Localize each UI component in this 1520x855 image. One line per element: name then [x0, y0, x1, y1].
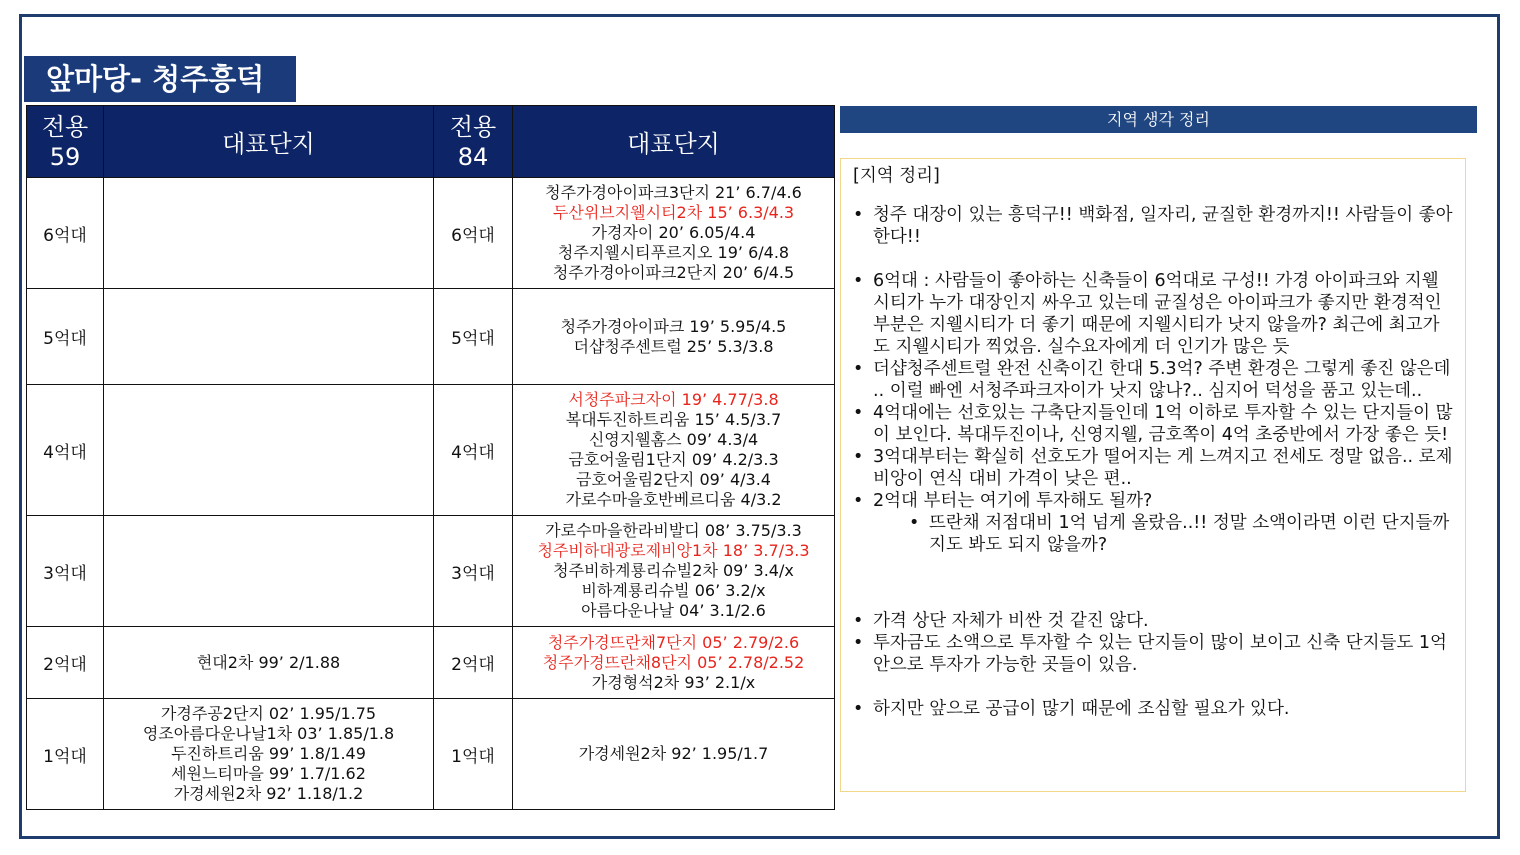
bullet-icon: •: [853, 611, 864, 631]
bullet-icon: •: [853, 271, 864, 291]
price-tier-84: 3억대: [434, 516, 513, 627]
complex-entry: 비하계룡리슈빌 06’ 3.2/x: [581, 581, 766, 600]
table-header-row: [27, 106, 835, 178]
complex-list-59: [104, 516, 434, 627]
note-item: [853, 610, 1453, 632]
table-row: [27, 385, 835, 516]
price-tier-84: 5억대: [434, 289, 513, 385]
complex-entry: 아름다운나날 04’ 3.1/2.6: [581, 601, 766, 620]
complex-entry: 청주가경아이파크3단지 21’ 6.7/4.6: [545, 183, 802, 202]
complex-list-59: [104, 385, 434, 516]
table-row: [27, 516, 835, 627]
table-row: [27, 178, 835, 289]
page-title: 앞마당- 청주흥덕: [24, 56, 296, 102]
note-item: [853, 632, 1453, 676]
header-rep-complex-84: 대표단지: [513, 106, 835, 178]
complex-entry: 가경자이 20’ 6.05/4.4: [591, 223, 756, 242]
complex-entry: 가경형석2차 93’ 2.1/x: [591, 672, 756, 692]
price-tier-84: 2억대: [434, 627, 513, 699]
complex-entry: 청주가경뜨란채8단지 05’ 2.78/2.52: [542, 652, 805, 672]
note-item: [853, 402, 1453, 446]
complex-entry: 가경세원2차 92’ 1.95/1.7: [578, 744, 769, 763]
note-item: [853, 270, 1453, 358]
note-text: 하지만 앞으로 공급이 많기 때문에 조심할 필요가 있다.: [873, 699, 1290, 719]
complex-list-59: [104, 289, 434, 385]
complex-list-59: [104, 627, 434, 699]
note-text: 2억대 부터는 여기에 투자해도 될까?: [873, 491, 1153, 511]
note-text: 가격 상단 자체가 비싼 것 같진 않다.: [873, 611, 1149, 631]
note-item: [853, 490, 1453, 512]
complex-list-59: [104, 699, 434, 810]
complex-entry: 더샵청주센트럴 25’ 5.3/3.8: [573, 336, 774, 356]
complex-entry: 두진하트리움 99’ 1.8/1.49: [171, 744, 366, 763]
complex-entry: 가경주공2단지 02’ 1.95/1.75: [160, 704, 377, 723]
price-tier-59: 4억대: [27, 385, 104, 516]
note-text: 3억대부터는 확실히 선호도가 떨어지는 게 느껴지고 전세도 정말 없음.. 로제비앙이 연식 대비 가격이 낮은 편..: [873, 447, 1453, 489]
note-item: [853, 698, 1453, 720]
price-tier-59: 1억대: [27, 699, 104, 810]
note-item: [853, 358, 1453, 402]
bullet-icon: •: [853, 205, 864, 225]
price-tier-59: 5억대: [27, 289, 104, 385]
complex-entry: 청주비하대광로제비앙1차 18’ 3.7/3.3: [537, 541, 810, 560]
complex-entry: 두산위브지웰시티2차 15’ 6.3/4.3: [552, 203, 795, 222]
complex-list-84: [513, 699, 835, 810]
complex-entry: 세원느티마을 99’ 1.7/1.62: [171, 764, 366, 783]
complex-entry: 금호어울림1단지 09’ 4.2/3.3: [568, 450, 779, 469]
complex-entry: 청주가경아이파크 19’ 5.95/4.5: [560, 316, 787, 336]
table-row: [27, 289, 835, 385]
note-item: [853, 204, 1453, 248]
notes-header: 지역 생각 정리: [840, 106, 1477, 133]
complex-entry: 청주가경뜨란채7단지 05’ 2.79/2.6: [547, 632, 800, 652]
complex-entry: 영조아름다운나날1차 03’ 1.85/1.8: [142, 724, 395, 743]
complex-entry: 가로수마을호반베르디움 4/3.2: [565, 490, 782, 509]
bullet-icon: •: [853, 633, 864, 653]
complex-entry: 서청주파크자이 19’ 4.77/3.8: [568, 390, 779, 409]
bullet-icon: •: [909, 513, 920, 533]
note-text: 투자금도 소액으로 투자할 수 있는 단지들이 많이 보이고 신축 단지들도 1억안으로 투자가 가능한 곳들이 있음.: [873, 633, 1447, 675]
complex-entry: 복대두진하트리움 15’ 4.5/3.7: [565, 410, 782, 429]
notes-list: [853, 204, 1453, 720]
complex-entry: 청주지웰시티푸르지오 19’ 6/4.8: [557, 243, 790, 262]
price-tier-59: 2억대: [27, 627, 104, 699]
note-item: [853, 446, 1453, 490]
complex-entry: 청주비하계룡리슈빌2차 09’ 3.4/x: [553, 561, 794, 580]
price-tier-84: 1억대: [434, 699, 513, 810]
bullet-icon: •: [853, 491, 864, 511]
header-rep-complex-59: 대표단지: [104, 106, 434, 178]
complex-list-84: [513, 385, 835, 516]
note-text: 뜨란채 저점대비 1억 넘게 올랐음..!! 정말 소액이라면 이런 단지들까지도 봐도 되지 않을까?: [929, 513, 1450, 555]
complex-list-84: [513, 627, 835, 699]
complex-list-84: [513, 516, 835, 627]
complex-entry: 청주가경아이파크2단지 20’ 6/4.5: [552, 263, 795, 282]
complex-entry: 현대2차 99’ 2/1.88: [196, 652, 341, 672]
note-text: 청주 대장이 있는 흥덕구!! 백화점, 일자리, 균질한 환경까지!! 사람들이 좋아한다!!: [873, 205, 1453, 247]
bullet-icon: •: [853, 403, 864, 423]
note-subitem: [909, 512, 1453, 556]
table-row: [27, 699, 835, 810]
complex-entry: 가로수마을한라비발디 08’ 3.75/3.3: [545, 521, 802, 540]
notes-box: [840, 158, 1466, 792]
complex-entry: 가경세원2차 92’ 1.18/1.2: [173, 784, 364, 803]
note-text: 6억대 : 사람들이 좋아하는 신축들이 6억대로 구성!! 가경 아이파크와 지웰시티가 누가 대장인지 싸우고 있는데 균질성은 아이파크가 좋지만 환경적인 부분은 지웰시티가 더 좋기 때문에 지웰시티가 낫지 않을까? 최근에 최고가도 지웰시티가 찍었음. 실수요자에게 더 인기가 많은 듯: [873, 271, 1442, 357]
header-size-59: 전용 59: [27, 106, 104, 178]
note-text: 4억대에는 선호있는 구축단지들인데 1억 이하로 투자할 수 있는 단지들이 많이 보인다. 복대두진이나, 신영지웰, 금호쪽이 4억 초중반에서 가장 좋은 듯!: [873, 403, 1453, 445]
price-tier-84: 4억대: [434, 385, 513, 516]
complex-list-84: [513, 289, 835, 385]
notes-title: [지역 정리]: [853, 166, 940, 186]
price-table: [26, 105, 835, 810]
bullet-icon: •: [853, 447, 864, 467]
complex-list-84: [513, 178, 835, 289]
complex-entry: 신영지웰홈스 09’ 4.3/4: [588, 430, 759, 449]
header-size-84: 전용 84: [434, 106, 513, 178]
price-tier-84: 6억대: [434, 178, 513, 289]
note-text: 더샵청주센트럴 완전 신축이긴 한대 5.3억? 주변 환경은 그렇게 좋진 않은데 .. 이럴 빠엔 서청주파크자이가 낫지 않나?.. 심지어 덕성을 품고 있는데..: [873, 359, 1451, 401]
price-tier-59: 3억대: [27, 516, 104, 627]
complex-entry: 금호어울림2단지 09’ 4/3.4: [575, 470, 771, 489]
table-row: [27, 627, 835, 699]
bullet-icon: •: [853, 359, 864, 379]
price-tier-59: 6억대: [27, 178, 104, 289]
complex-list-59: [104, 178, 434, 289]
bullet-icon: •: [853, 699, 864, 719]
